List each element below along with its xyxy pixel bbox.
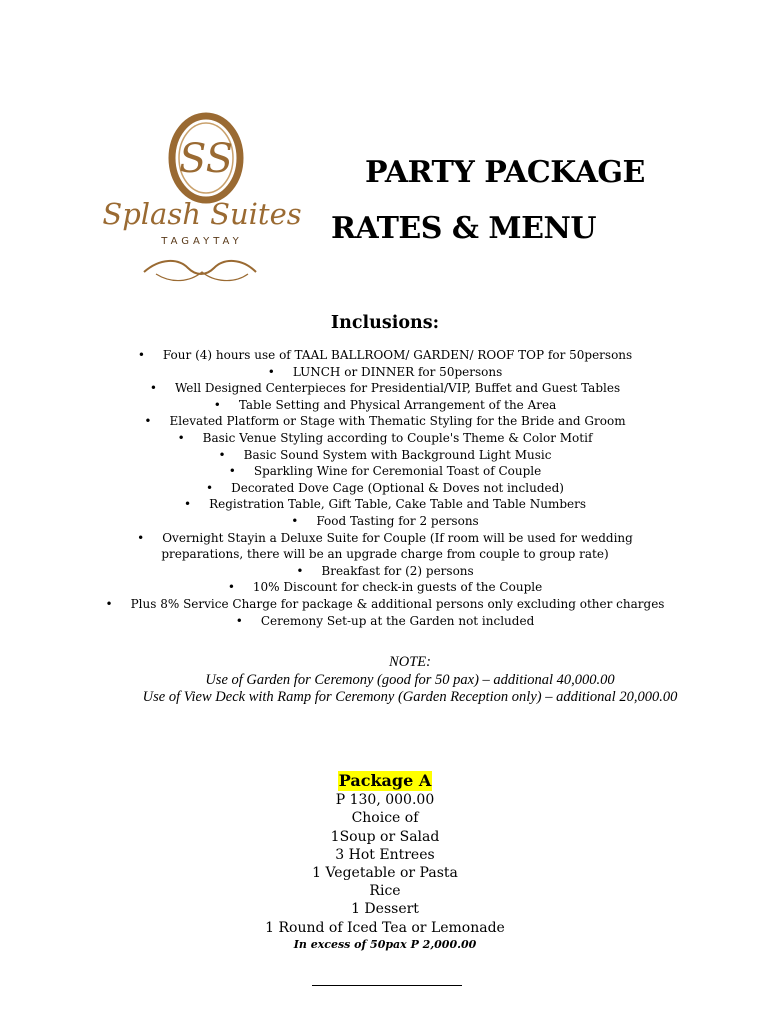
logo-location: TAGAYTAY <box>161 236 243 247</box>
menu-item: 1 Round of Iced Tea or Lemonade <box>265 919 505 936</box>
note-label: NOTE: <box>389 654 431 670</box>
list-item: • Ceremony Set-up at the Garden not included <box>235 613 535 628</box>
list-item: • Registration Table, Gift Table, Cake Table and Table Numbers <box>184 497 586 512</box>
bullet-icon: • <box>218 447 226 462</box>
menu-item: 1Soup or Salad <box>330 828 440 845</box>
bullet-icon: • <box>267 364 275 379</box>
list-item: • Decorated Dove Cage (Optional & Doves not included) <box>206 480 564 495</box>
bullet-icon: • <box>177 430 185 445</box>
list-item: • Basic Sound System with Background Light Music <box>218 447 552 462</box>
list-item: • Sparkling Wine for Ceremonial Toast of Couple <box>228 464 542 479</box>
bullet-icon: • <box>206 480 214 495</box>
list-item: • Food Tasting for 2 persons <box>291 513 479 528</box>
bullet-icon: • <box>291 513 299 528</box>
divider <box>312 985 462 986</box>
note-view-deck: Use of View Deck with Ramp for Ceremony (Garden Reception only) – additional 20,000.00 <box>142 689 678 705</box>
list-item: • Table Setting and Physical Arrangement of the Area <box>213 397 557 412</box>
inclusions-list <box>100 347 670 629</box>
package-a-excess-rate: In excess of 50pax P 2,000.00 <box>293 937 477 951</box>
bullet-icon: • <box>227 580 235 595</box>
package-a-heading: Package A <box>338 771 432 790</box>
list-item: • Basic Venue Styling according to Couple's Theme & Color Motif <box>177 430 593 445</box>
package-a <box>0 771 770 952</box>
menu-item: Rice <box>369 883 401 900</box>
bullet-icon: • <box>296 563 304 578</box>
bullet-icon: • <box>228 464 236 479</box>
page-title-line1: PARTY PACKAGE <box>365 155 645 190</box>
menu-item: 1 Dessert <box>351 901 419 918</box>
note-block <box>140 654 680 707</box>
bullet-icon: • <box>235 613 243 628</box>
list-item: • Four (4) hours use of TAAL BALLROOM/ GARDEN/ ROOF TOP for 50persons <box>137 348 633 362</box>
list-item: • LUNCH or DINNER for 50persons <box>267 364 503 379</box>
note-garden-ceremony: Use of Garden for Ceremony (good for 50 pax) – additional 40,000.00 <box>205 671 615 688</box>
menu-item: 3 Hot Entrees <box>335 846 435 863</box>
splash-suites-logo <box>96 112 308 292</box>
bullet-icon: • <box>137 348 145 362</box>
bullet-icon: • <box>149 381 157 396</box>
inclusions-heading: Inclusions: <box>330 313 440 333</box>
page-title-line2: RATES & MENU <box>331 211 597 246</box>
list-item: • Elevated Platform or Stage with Thematic Styling for the Bride and Groom <box>144 414 626 429</box>
bullet-icon: • <box>137 530 145 545</box>
logo-brand-name: Splash Suites <box>102 197 302 231</box>
package-a-price: P 130, 000.00 <box>335 792 435 809</box>
bullet-icon: • <box>105 596 113 611</box>
list-item: • Breakfast for (2) persons <box>296 563 474 578</box>
bullet-icon: • <box>144 414 152 429</box>
list-item: • Well Designed Centerpieces for Presidential/VIP, Buffet and Guest Tables <box>149 381 621 396</box>
logo-monogram: SS <box>178 136 234 182</box>
bullet-icon: • <box>184 497 192 512</box>
menu-item: Choice of <box>351 810 419 827</box>
list-item: • Overnight Stayin a Deluxe Suite for Couple (If room will be used for wedding preparations, there will be an upgrade charge from couple to group rate) <box>137 530 633 562</box>
menu-item: 1 Vegetable or Pasta <box>312 865 458 882</box>
list-item: • Plus 8% Service Charge for package & additional persons only excluding other charges <box>105 596 665 611</box>
bullet-icon: • <box>213 397 221 412</box>
list-item: • 10% Discount for check-in guests of the Couple <box>227 580 543 595</box>
